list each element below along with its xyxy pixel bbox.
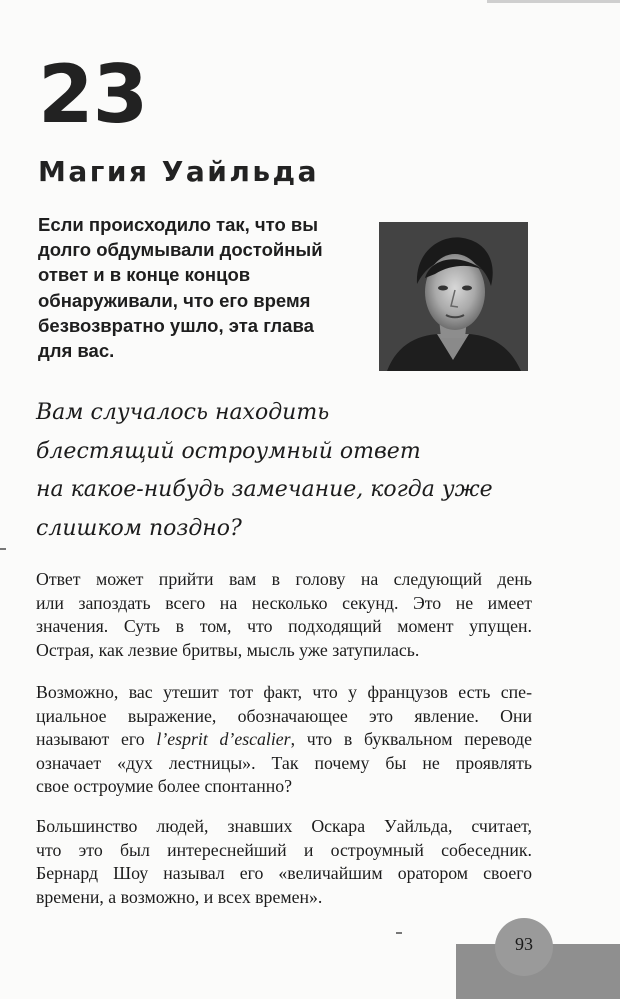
scan-speck xyxy=(396,932,402,934)
paragraph-line: Ответ может прийти вам в голову на следующий день xyxy=(36,569,532,589)
paragraph-line: Большинство людей, знавших Оскара Уайльда, считает, xyxy=(36,816,532,836)
page-number: 93 xyxy=(515,934,533,954)
lead-line: ответ и в конце концов xyxy=(38,264,251,286)
paragraph-line: значения. Суть в том, что подходящий момент упущен. xyxy=(36,616,532,637)
paragraph-line: Бернард Шоу называл его «величайшим оратором своего xyxy=(36,863,532,884)
quote-line: на какое-нибудь замечание, когда уже xyxy=(36,477,493,502)
lead-line: для вас. xyxy=(38,340,115,362)
lead-line: обнаруживали, что его время xyxy=(38,289,311,311)
paragraph-line: Возможно, вас утешит тот факт, что у французов есть спе- xyxy=(36,682,532,702)
quote-line: слишком поздно? xyxy=(36,515,242,541)
text-run: , что в буквальном переводе xyxy=(290,729,532,750)
top-edge-rule xyxy=(487,0,620,3)
body-paragraph xyxy=(36,568,532,662)
lead-line: Если происходило так, что вы xyxy=(38,214,319,235)
paragraph-line: Острая, как лезвие бритвы, мысль уже затупилась. xyxy=(36,639,420,660)
body-paragraph xyxy=(36,681,532,799)
chapter-number: 23 xyxy=(38,48,148,141)
lead-paragraph xyxy=(38,212,358,363)
portrait-photo xyxy=(379,222,528,371)
scan-speck xyxy=(0,548,6,550)
paragraph-line: означает «дух лестницы». Так почему бы не проявлять xyxy=(36,752,532,773)
lead-line: долго обдумывали достойный xyxy=(38,239,323,261)
quote-line: Вам случалось находить xyxy=(36,400,330,425)
paragraph-line: циальное выражение, обозначающее это явление. Они xyxy=(36,705,532,726)
french-term: l’esprit d’escalier xyxy=(156,729,291,750)
paragraph-line: или запоздать всего на несколько секунд. Это не имеет xyxy=(36,592,532,613)
paragraph-line xyxy=(36,728,532,752)
paragraph-line: времени, а возможно, и всех времен». xyxy=(36,886,323,907)
lead-line: безвозвратно ушло, эта глава xyxy=(38,314,314,336)
paragraph-line: свое остроумие более спонтанно? xyxy=(36,776,293,797)
highlighted-quote xyxy=(36,394,493,548)
chapter-title: Магия Уайльда xyxy=(38,155,320,188)
paragraph-line: что это был интереснейший и остроумный собеседник. xyxy=(36,839,532,860)
text-run: называют его xyxy=(36,729,157,750)
body-paragraph xyxy=(36,815,532,909)
quote-line: блестящий остроумный ответ xyxy=(36,438,421,464)
